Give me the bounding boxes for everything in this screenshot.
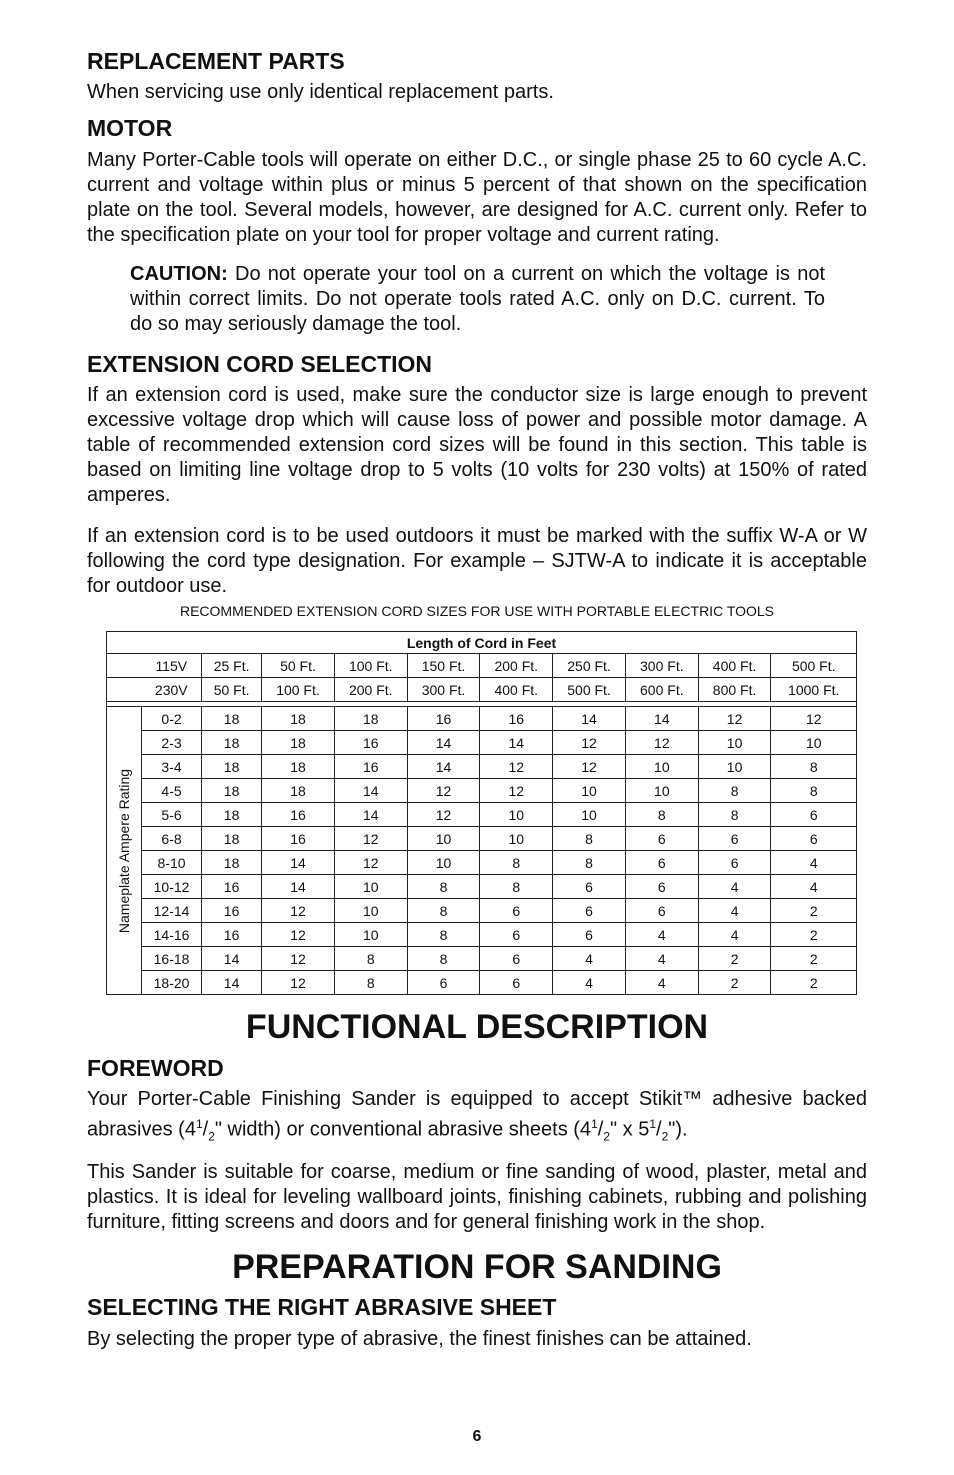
gauge-cell: 12 — [553, 755, 626, 779]
gauge-cell: 10 — [480, 803, 553, 827]
table-row — [107, 851, 857, 875]
foreword-para-1: Your Porter-Cable Finishing Sander is equipped to accept Stikit™ adhesive backed abrasives ($4^1/_2$" width) or conventional abrasive sheets ($4^1/_2$" x $5^1/_2$"). — [87, 1088, 867, 1144]
length-header-cell: 50 Ft. — [202, 678, 262, 702]
gauge-cell: 18 — [262, 755, 335, 779]
foreword-para-2: This Sander is suitable for coarse, medium or fine sanding of wood, plaster, metal and plastics. It is ideal for leveling wallboard joints, finishing cabinets, rubbing and polishing furniture, fitting screens and doors and for general finishing work in the shop. — [87, 1160, 867, 1233]
gauge-cell: 6 — [625, 899, 698, 923]
gauge-cell: 8 — [407, 899, 480, 923]
gauge-cell: 16 — [202, 899, 262, 923]
gauge-cell: 16 — [480, 707, 553, 731]
table-title: Length of Cord in Feet — [107, 632, 857, 654]
gauge-cell: 16 — [262, 803, 335, 827]
gauge-cell: 10 — [698, 731, 771, 755]
gauge-cell: 12 — [262, 923, 335, 947]
length-header-cell: 400 Ft. — [698, 654, 771, 678]
gauge-cell: 8 — [771, 755, 857, 779]
gauge-cell: 12 — [334, 827, 407, 851]
table-row — [107, 923, 857, 947]
gauge-cell: 10 — [334, 875, 407, 899]
gauge-cell: 8 — [771, 779, 857, 803]
ampere-range-cell: 16-18 — [142, 947, 202, 971]
gauge-cell: 14 — [553, 707, 626, 731]
gauge-cell: 10 — [553, 803, 626, 827]
fraction-denominator: 2 — [208, 1129, 215, 1144]
gauge-cell: 2 — [698, 971, 771, 995]
gauge-cell: 6 — [480, 971, 553, 995]
gauge-cell: 4 — [625, 971, 698, 995]
table-row — [107, 803, 857, 827]
foreword-text-c: " x 5 — [610, 1118, 650, 1141]
table-row — [107, 779, 857, 803]
abrasive-heading: SELECTING THE RIGHT ABRASIVE SHEET — [87, 1294, 557, 1321]
fraction-numerator: 1 — [591, 1117, 598, 1132]
gauge-cell: 10 — [334, 899, 407, 923]
functional-description-title: FUNCTIONAL DESCRIPTION — [245, 1008, 709, 1047]
foreword-text-d: "). — [668, 1118, 688, 1141]
gauge-cell: 6 — [771, 803, 857, 827]
extension-cord-para-1: If an extension cord is used, make sure the conductor size is large enough to prevent excessive voltage drop which will cause loss of power and possible motor damage. A table of recommended extension cord sizes will be found in this section. This table is based on limiting line voltage drop to 5 volts (10 volts for 230 volts) at 150% of rated amperes. — [87, 384, 867, 507]
motor-text: Many Porter-Cable tools will operate on either D.C., or single phase 25 to 60 cycle A.C. current and voltage within plus or minus 5 percent of that shown on the specification plate on the tool. Several models, however, are designed for A.C. current only. Refer to the specification plate on your tool for proper voltage and current rating. — [87, 148, 867, 246]
ampere-range-cell: 0-2 — [142, 707, 202, 731]
gauge-cell: 6 — [625, 875, 698, 899]
gauge-cell: 18 — [202, 803, 262, 827]
gauge-cell: 4 — [553, 947, 626, 971]
gauge-cell: 8 — [625, 803, 698, 827]
fraction-numerator: 1 — [195, 1117, 203, 1132]
ampere-range-cell: 8-10 — [142, 851, 202, 875]
gauge-cell: 18 — [202, 827, 262, 851]
gauge-cell: 2 — [771, 947, 857, 971]
gauge-cell: 8 — [553, 851, 626, 875]
gauge-cell: 12 — [480, 755, 553, 779]
gauge-cell: 8 — [407, 875, 480, 899]
foreword-heading: FOREWORD — [87, 1054, 224, 1081]
gauge-cell: 2 — [771, 923, 857, 947]
gauge-cell: 4 — [698, 875, 771, 899]
length-header-cell: 200 Ft. — [480, 654, 553, 678]
gauge-cell: 14 — [625, 707, 698, 731]
length-header-cell: 800 Ft. — [698, 678, 771, 702]
gauge-cell: 2 — [698, 947, 771, 971]
table-caption: RECOMMENDED EXTENSION CORD SIZES FOR USE WITH PORTABLE ELECTRIC TOOLS — [179, 603, 775, 620]
header-blank-cell — [107, 654, 142, 678]
gauge-cell: 14 — [480, 731, 553, 755]
table-row — [107, 731, 857, 755]
ampere-range-cell: 4-5 — [142, 779, 202, 803]
ampere-range-cell: 18-20 — [142, 971, 202, 995]
gauge-cell: 18 — [202, 779, 262, 803]
gauge-cell: 8 — [698, 779, 771, 803]
gauge-cell: 14 — [407, 755, 480, 779]
gauge-cell: 12 — [407, 803, 480, 827]
gauge-cell: 4 — [771, 851, 857, 875]
table-title-row — [107, 632, 857, 654]
length-header-cell: 50 Ft. — [262, 654, 335, 678]
gauge-cell: 8 — [480, 851, 553, 875]
length-header-cell: 100 Ft. — [334, 654, 407, 678]
gauge-cell: 16 — [334, 755, 407, 779]
length-header-cell: 400 Ft. — [480, 678, 553, 702]
gauge-cell: 6 — [480, 899, 553, 923]
gauge-cell: 18 — [262, 779, 335, 803]
length-header-cell: 600 Ft. — [625, 678, 698, 702]
gauge-cell: 8 — [480, 875, 553, 899]
nameplate-ampere-rating-label: Nameplate Ampere Rating — [116, 768, 132, 933]
gauge-cell: 6 — [553, 899, 626, 923]
gauge-cell: 18 — [202, 707, 262, 731]
gauge-cell: 12 — [334, 851, 407, 875]
gauge-cell: 6 — [480, 947, 553, 971]
extension-cord-table — [106, 631, 857, 995]
gauge-cell: 18 — [262, 707, 335, 731]
gauge-cell: 14 — [334, 803, 407, 827]
gauge-cell: 10 — [407, 827, 480, 851]
gauge-cell: 6 — [407, 971, 480, 995]
gauge-cell: 8 — [698, 803, 771, 827]
gauge-cell: 18 — [334, 707, 407, 731]
length-header-cell: 300 Ft. — [625, 654, 698, 678]
length-header-cell: 1000 Ft. — [771, 678, 857, 702]
gauge-cell: 12 — [407, 779, 480, 803]
header-row-115v — [107, 654, 857, 678]
ampere-range-cell: 10-12 — [142, 875, 202, 899]
gauge-cell: 14 — [407, 731, 480, 755]
length-header-cell: 200 Ft. — [334, 678, 407, 702]
ampere-range-cell: 12-14 — [142, 899, 202, 923]
gauge-cell: 14 — [202, 947, 262, 971]
gauge-cell: 4 — [553, 971, 626, 995]
ampere-range-cell: 5-6 — [142, 803, 202, 827]
gauge-cell: 6 — [771, 827, 857, 851]
fraction-denominator: 2 — [603, 1129, 610, 1144]
table-row — [107, 827, 857, 851]
fraction-denominator: 2 — [661, 1129, 669, 1144]
gauge-cell: 12 — [262, 899, 335, 923]
header-row-230v — [107, 678, 857, 702]
gauge-cell: 10 — [771, 731, 857, 755]
voltage-header-cell: 115V — [142, 654, 202, 678]
gauge-cell: 10 — [553, 779, 626, 803]
gauge-cell: 6 — [625, 827, 698, 851]
length-header-cell: 250 Ft. — [553, 654, 626, 678]
gauge-cell: 10 — [334, 923, 407, 947]
gauge-cell: 4 — [625, 947, 698, 971]
gauge-cell: 4 — [771, 875, 857, 899]
gauge-cell: 8 — [553, 827, 626, 851]
gauge-cell: 16 — [262, 827, 335, 851]
voltage-header-cell: 230V — [142, 678, 202, 702]
gauge-cell: 16 — [202, 875, 262, 899]
gauge-cell: 12 — [771, 707, 857, 731]
length-header-cell: 150 Ft. — [407, 654, 480, 678]
gauge-cell: 12 — [262, 947, 335, 971]
gauge-cell: 2 — [771, 971, 857, 995]
gauge-cell: 14 — [202, 971, 262, 995]
gauge-cell: 6 — [553, 875, 626, 899]
gauge-cell: 8 — [407, 947, 480, 971]
preparation-title: PREPARATION FOR SANDING — [232, 1247, 722, 1286]
gauge-cell: 6 — [698, 827, 771, 851]
gauge-cell: 4 — [698, 923, 771, 947]
caution-label: CAUTION: — [130, 262, 228, 285]
foreword-text-a: Your Porter-Cable Finishing Sander is equipped to accept Stikit™ adhesive backed abrasives (4 — [87, 1088, 867, 1141]
length-header-cell: 100 Ft. — [262, 678, 335, 702]
ampere-range-cell: 2-3 — [142, 731, 202, 755]
page-number: 6 — [472, 1428, 482, 1445]
gauge-cell: 16 — [334, 731, 407, 755]
table-row — [107, 755, 857, 779]
length-header-cell: 500 Ft. — [771, 654, 857, 678]
abrasive-text: By selecting the proper type of abrasive, the finest finishes can be attained. — [87, 1327, 752, 1350]
extension-cord-para-2: If an extension cord is to be used outdoors it must be marked with the suffix W-A or W following the cord type designation. For example – SJTW-A to indicate it is acceptable for outdoor use. — [87, 525, 867, 598]
replacement-parts-heading: REPLACEMENT PARTS — [87, 48, 345, 74]
extension-cord-heading: EXTENSION CORD SELECTION — [87, 350, 433, 377]
gauge-cell: 14 — [262, 851, 335, 875]
motor-heading: MOTOR — [87, 115, 173, 142]
gauge-cell: 18 — [202, 731, 262, 755]
gauge-cell: 14 — [262, 875, 335, 899]
length-header-cell: 25 Ft. — [202, 654, 262, 678]
caution-note — [130, 262, 825, 337]
fraction-numerator: 1 — [649, 1117, 657, 1132]
table-row — [107, 899, 857, 923]
gauge-cell: 18 — [202, 851, 262, 875]
length-header-cell: 300 Ft. — [407, 678, 480, 702]
gauge-cell: 8 — [334, 971, 407, 995]
foreword-text-b: " width) or conventional abrasive sheets (4 — [214, 1118, 592, 1141]
header-blank-cell — [107, 678, 142, 702]
ampere-range-cell: 3-4 — [142, 755, 202, 779]
manual-page — [87, 48, 867, 1366]
gauge-cell: 6 — [480, 923, 553, 947]
gauge-cell: 12 — [553, 731, 626, 755]
gauge-cell: 16 — [202, 923, 262, 947]
gauge-cell: 10 — [480, 827, 553, 851]
gauge-cell: 12 — [262, 971, 335, 995]
ampere-range-cell: 6-8 — [142, 827, 202, 851]
caution-text: Do not operate your tool on a current on which the voltage is not within correct limits. Do not operate tools rated A.C. only on D.C. current. To do so may seriously damage the tool. — [130, 262, 825, 335]
gauge-cell: 10 — [407, 851, 480, 875]
gauge-cell: 6 — [553, 923, 626, 947]
gauge-cell: 18 — [202, 755, 262, 779]
gauge-cell: 8 — [407, 923, 480, 947]
gauge-cell: 2 — [771, 899, 857, 923]
gauge-cell: 4 — [698, 899, 771, 923]
gauge-cell: 6 — [625, 851, 698, 875]
replacement-parts-text: When servicing use only identical replacement parts. — [87, 81, 554, 104]
gauge-cell: 12 — [480, 779, 553, 803]
gauge-cell: 10 — [625, 779, 698, 803]
gauge-cell: 12 — [625, 731, 698, 755]
gauge-cell: 10 — [698, 755, 771, 779]
gauge-cell: 12 — [698, 707, 771, 731]
length-header-cell: 500 Ft. — [553, 678, 626, 702]
gauge-cell: 16 — [407, 707, 480, 731]
gauge-cell: 6 — [698, 851, 771, 875]
row-label-cell — [107, 707, 142, 995]
gauge-cell: 4 — [625, 923, 698, 947]
gauge-cell: 10 — [625, 755, 698, 779]
gauge-cell: 14 — [334, 779, 407, 803]
table-row — [107, 947, 857, 971]
table-row — [107, 707, 857, 731]
gauge-cell: 18 — [262, 731, 335, 755]
table-row — [107, 875, 857, 899]
table-row — [107, 971, 857, 995]
ampere-range-cell: 14-16 — [142, 923, 202, 947]
gauge-cell: 8 — [334, 947, 407, 971]
